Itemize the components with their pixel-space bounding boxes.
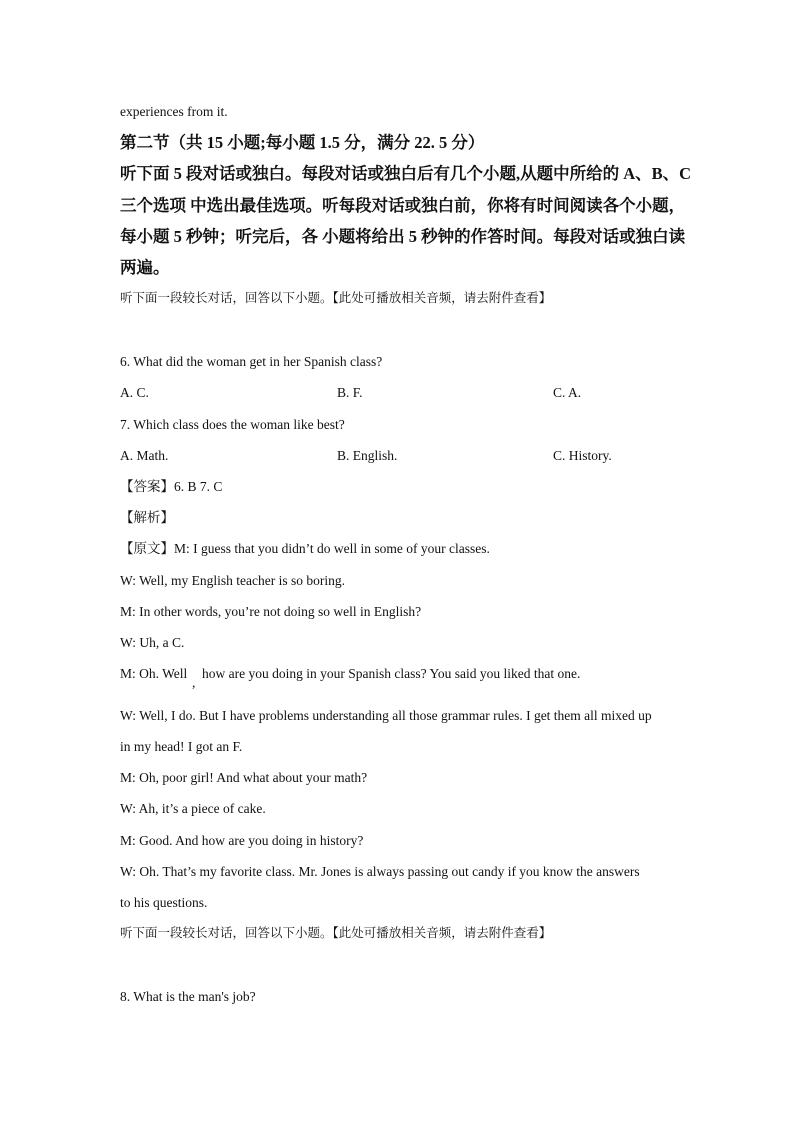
q6-option-b: B. F. <box>337 385 363 400</box>
dialogue-line: M: In other words, you’re not doing so well in English? <box>120 604 422 619</box>
dialogue-line: W: Ah, it’s a piece of cake. <box>120 801 266 816</box>
q7-option-b: B. English. <box>337 448 398 463</box>
section-title: 第二节（共 15 小题;每小题 1.5 分，满分 22. 5 分） <box>120 133 485 152</box>
answer-line: 【答案】6. B 7. C <box>120 479 223 494</box>
dialogue-line: how are you doing in your Spanish class? You said you liked that one. <box>202 666 581 681</box>
q6-option-a: A. C. <box>120 385 149 400</box>
text-line-continuation: experiences from it. <box>120 104 228 119</box>
dialogue-line: 【原文】M: I guess that you didn’t do well in some of your classes. <box>120 541 490 556</box>
dialogue-line: M: Good. And how are you doing in history? <box>120 833 364 848</box>
q6-option-c: C. A. <box>553 385 582 400</box>
dialogue-line: in my head! I got an F. <box>120 739 243 754</box>
dialogue-line: W: Well, I do. But I have problems understanding all those grammar rules. I get them all mixed up <box>120 708 652 723</box>
q7-option-c: C. History. <box>553 448 612 463</box>
listening-note-1: 听下面一段较长对话，回答以下小题。【此处可播放相关音频，请去附件查看】 <box>120 291 552 305</box>
dialogue-line: W: Well, my English teacher is so boring. <box>120 573 345 588</box>
instruction-line-3: 每小题 5 秒钟；听完后，各 小题将给出 5 秒钟的作答时间。每段对话或独白读 <box>120 227 686 246</box>
question-8: 8. What is the man's job? <box>120 989 256 1004</box>
dialogue-comma: , <box>192 675 196 690</box>
dialogue-line: M: Oh. Well <box>120 666 188 681</box>
question-7: 7. Which class does the woman like best? <box>120 417 345 432</box>
dialogue-line: M: Oh, poor girl! And what about your math? <box>120 770 368 785</box>
listening-note-2: 听下面一段较长对话，回答以下小题。【此处可播放相关音频，请去附件查看】 <box>120 926 552 940</box>
instruction-line-1: 听下面 5 段对话或独白。每段对话或独白后有几个小题,从题中所给的 A、B、C <box>120 164 692 183</box>
instruction-line-4: 两遍。 <box>120 258 170 277</box>
dialogue-line: to his questions. <box>120 895 208 910</box>
dialogue-line: W: Oh. That’s my favorite class. Mr. Jones is always passing out candy if you know the answers <box>120 864 640 879</box>
q7-option-a: A. Math. <box>120 448 169 463</box>
instruction-line-2: 三个选项 中选出最佳选项。听每段对话或独白前，你将有时间阅读各个小题， <box>120 196 686 215</box>
question-6: 6. What did the woman get in her Spanish class? <box>120 354 383 369</box>
analysis-label: 【解析】 <box>120 510 174 525</box>
dialogue-line: W: Uh, a C. <box>120 635 185 650</box>
